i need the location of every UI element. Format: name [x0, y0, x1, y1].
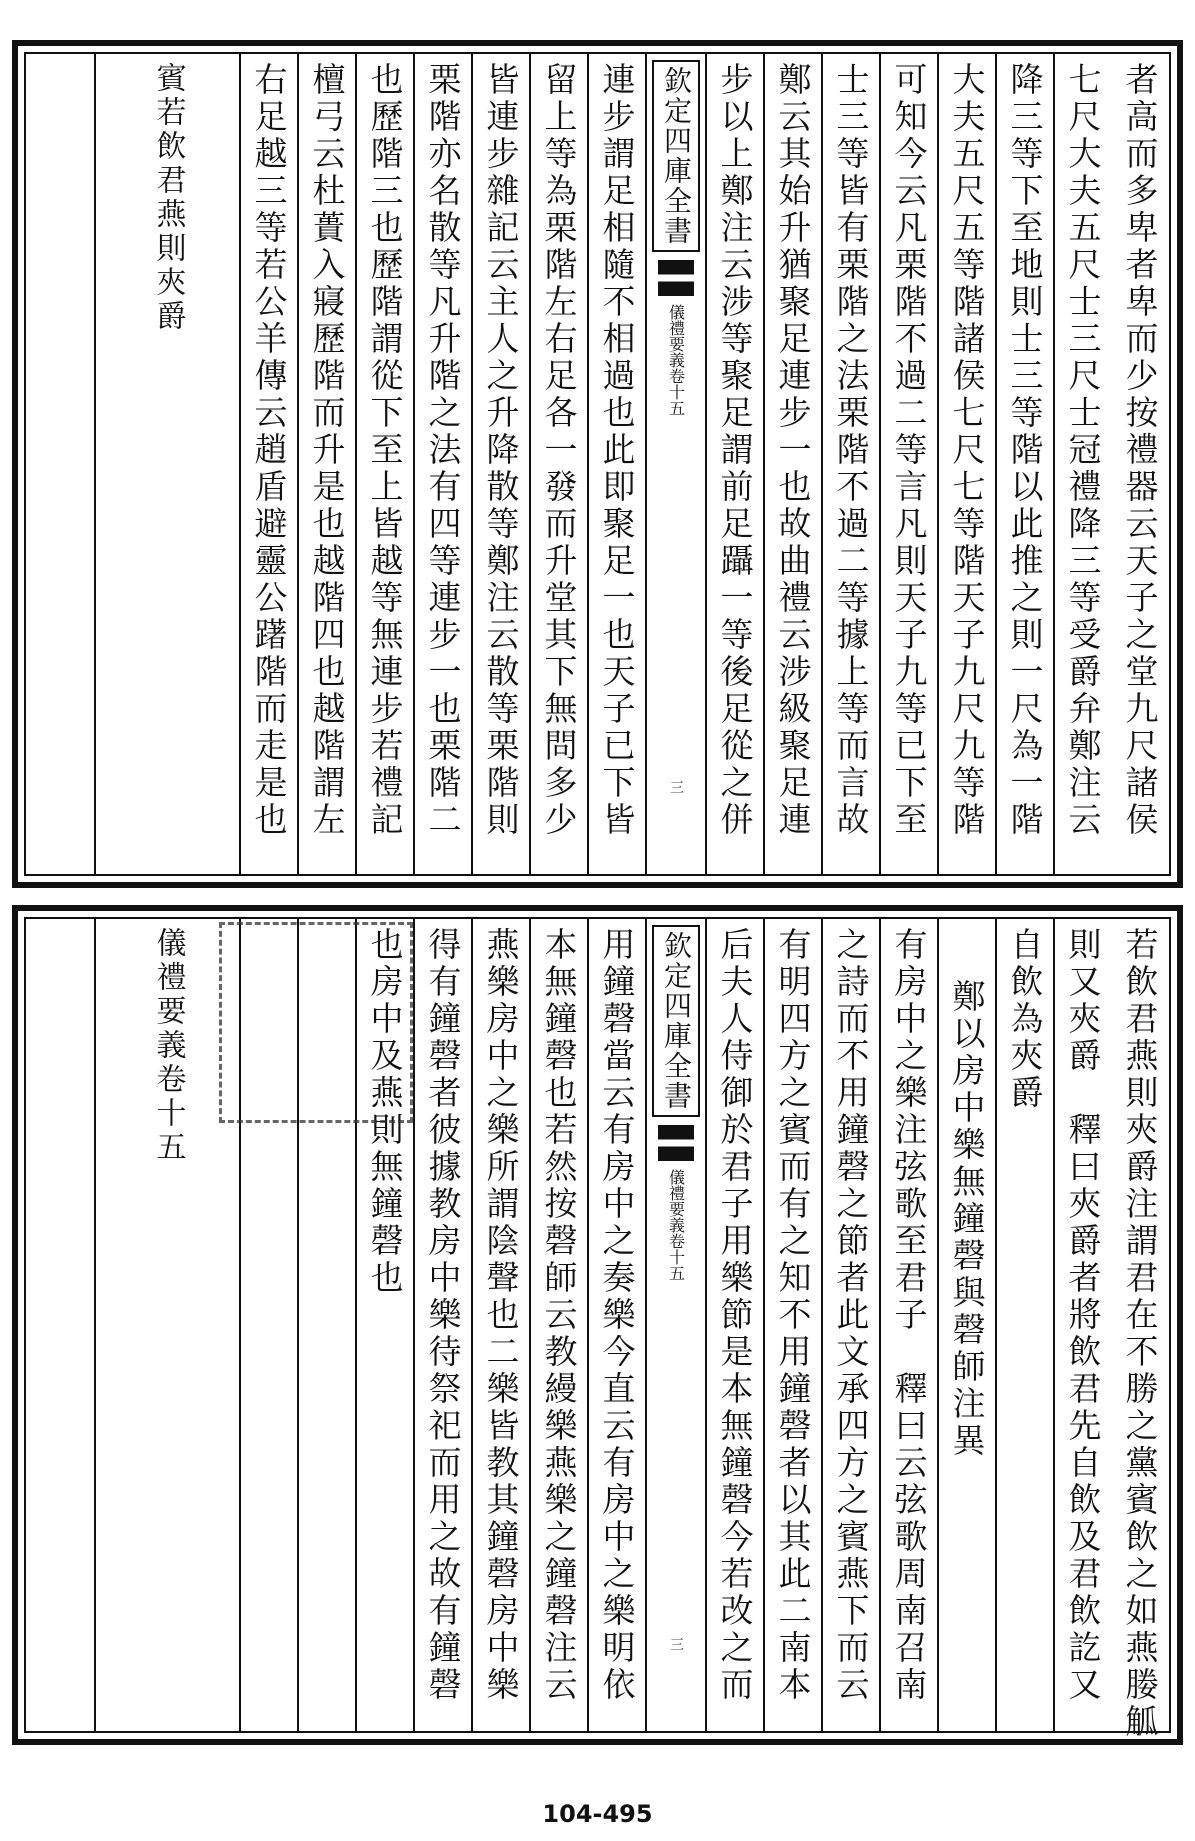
text-column: 有房中之樂注弦歌至君子 釋曰云弦歌周南召南 — [879, 919, 937, 1731]
text-column — [297, 919, 355, 1731]
text-column: 若飲君燕則夾爵注謂君在不勝之黨賓飲之如燕媵觚 — [1120, 927, 1160, 1741]
text-column: 可知今云凡栗階不過二等言凡則天子九等已下至 — [879, 54, 937, 874]
fish-tail-icon — [658, 1125, 694, 1161]
text-column: 留上等為栗階左右足各一發而升堂其下無問多少 — [529, 54, 587, 874]
text-column: 也房中及燕則無鐘磬也 — [355, 919, 413, 1731]
bottom-page — [12, 905, 1183, 1745]
text-column: 有明四方之賓而有之知不用鐘磬者以其此二南本 — [763, 919, 821, 1731]
gutter-volume: 卷十五 — [666, 1233, 686, 1281]
text-column: 右足越三等若公羊傳云趙盾避靈公躇階而走是也 — [239, 54, 297, 874]
text-column: 之詩而不用鐘磬之節者此文承四方之賓燕下而云 — [821, 919, 879, 1731]
text-column: 七尺大夫五尺士三尺士冠禮降三等受爵弁鄭注云 — [1053, 54, 1111, 874]
text-column: 也歷階三也歷階謂從下至上皆越等無連步若禮記 — [355, 54, 413, 874]
center-gutter — [645, 919, 705, 1731]
side-label-column: 賓若飲君燕則夾爵 — [94, 54, 239, 874]
text-column: 大夫五尺五等階諸侯七尺七等階天子九尺九等階 — [937, 54, 995, 874]
text-column: 士三等皆有栗階之法栗階不過二等據上等而言故 — [821, 54, 879, 874]
text-column: 后夫人侍御於君子用樂節是本無鐘磬今若改之而 — [705, 919, 763, 1731]
bottom-columns — [26, 919, 1169, 1741]
bottom-page-frame — [24, 917, 1171, 1741]
gutter-leaf-number: 三 — [668, 1637, 684, 1651]
side-label-column: 儀禮要義卷十五 — [94, 919, 239, 1731]
top-page — [12, 40, 1183, 888]
text-column: 連步謂足相隨不相過也此即聚足一也天子已下皆 — [587, 54, 645, 874]
text-column: 用鐘磬當云有房中之奏樂今直云有房中之樂明依 — [587, 919, 645, 1731]
gutter-leaf-number: 三 — [668, 780, 684, 794]
text-column — [239, 919, 297, 1731]
text-column: 本無鐘磬也若然按磬師云教縵樂燕樂之鐘磬注云 — [529, 919, 587, 1731]
text-column: 者高而多卑者卑而少按禮器云天子之堂九尺諸侯 — [1120, 62, 1160, 839]
text-column: 降三等下至地則士三等階以此推之則一尺為一階 — [995, 54, 1053, 874]
gutter-volume: 卷十五 — [666, 368, 686, 416]
page-number: 104-495 — [542, 1800, 653, 1828]
text-column: 自飲為夾爵 — [995, 919, 1053, 1731]
text-column: 燕樂房中之樂所謂陰聲也二樂皆教其鐘磬房中樂 — [471, 919, 529, 1731]
text-column: 則又夾爵 釋曰夾爵者將飲君先自飲及君飲訖又 — [1053, 919, 1111, 1731]
gutter-title: 欽定四庫全書 — [652, 925, 700, 1117]
gutter-book-title: 儀禮要義 — [666, 1169, 686, 1233]
text-column: 栗階亦名散等凡升階之法有四等連步一也栗階二 — [413, 54, 471, 874]
text-column: 得有鐘磬者彼據教房中樂待祭祀而用之故有鐘磬 — [413, 919, 471, 1731]
top-page-frame — [24, 52, 1171, 876]
text-column: 步以上鄭注云涉等聚足謂前足躡一等後足從之併 — [705, 54, 763, 874]
gutter-title: 欽定四庫全書 — [652, 60, 700, 252]
text-column: 鄭云其始升猶聚足連步一也故曲禮云涉級聚足連 — [763, 54, 821, 874]
text-column: 鄭以房中樂無鐘磬與磬師注異 — [937, 919, 995, 1731]
text-column: 檀弓云杜蕢入寢歷階而升是也越階四也越階謂左 — [297, 54, 355, 874]
center-gutter — [645, 54, 705, 874]
fish-tail-icon — [658, 260, 694, 296]
text-column: 皆連步雜記云主人之升降散等鄭注云散等栗階則 — [471, 54, 529, 874]
top-columns — [26, 54, 1169, 874]
gutter-book-title: 儀禮要義 — [666, 304, 686, 368]
